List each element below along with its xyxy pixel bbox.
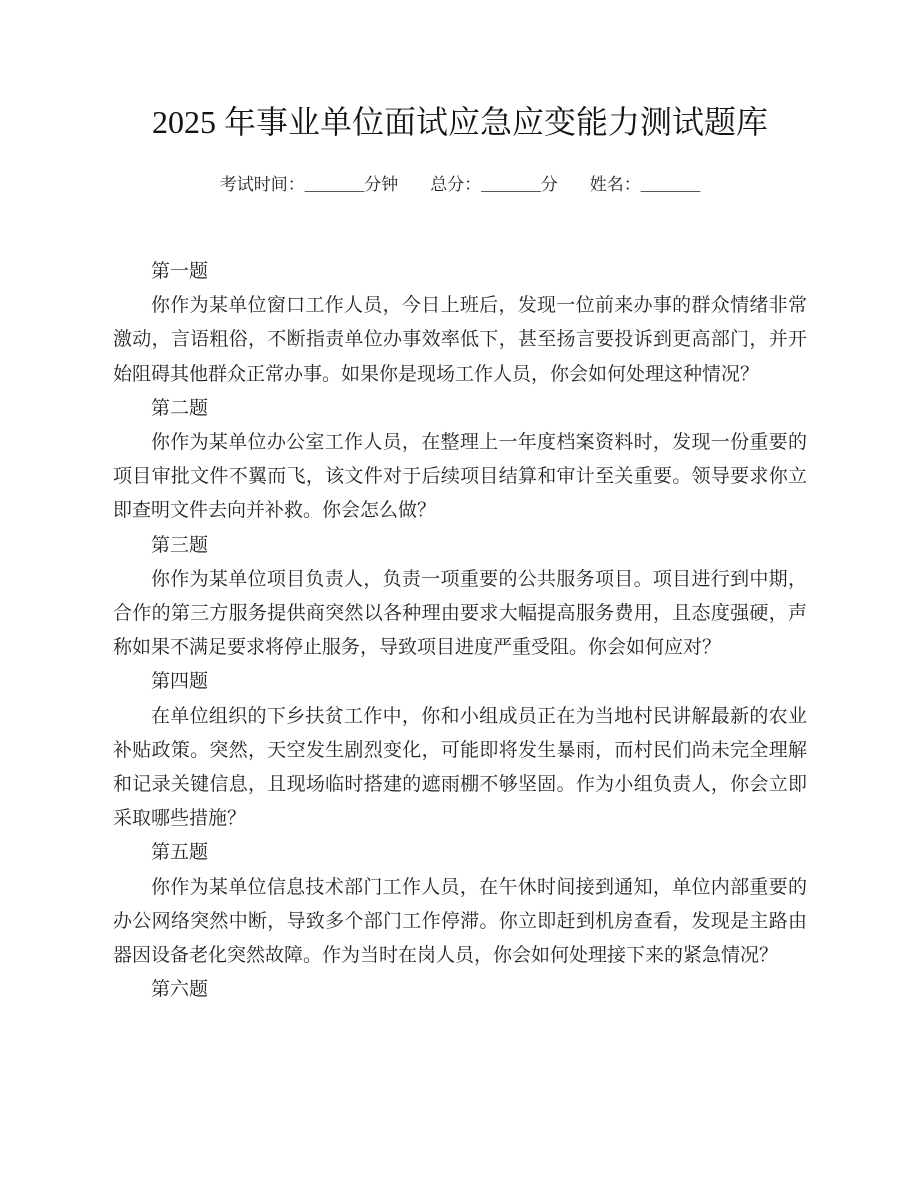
page-title: 2025 年事业单位面试应急应变能力测试题库 [151, 104, 768, 140]
question-4-heading: 第四题 [151, 671, 209, 693]
total-score-unit: 分 [540, 175, 558, 194]
question-5-heading: 第五题 [151, 842, 209, 864]
question-3-body: 你作为某单位项目负责人，负责一项重要的公共服务项目。项目进行到中期，合作的第三方服务提供商突然以各种理由要求大幅提高服务费用，且态度强硬，声称如果不满足要求将停止服务，导致项目进度严重受阻。你会如何应对？ [113, 568, 807, 659]
question-block-4 [113, 665, 807, 836]
question-2-heading: 第二题 [151, 397, 209, 419]
total-score-field [430, 170, 558, 195]
question-block-1 [113, 255, 807, 392]
question-block-6 [113, 973, 807, 1007]
question-block-2 [113, 392, 807, 529]
question-1-body: 你作为某单位窗口工作人员，今日上班后，发现一位前来办事的群众情绪非常激动，言语粗俗，不断指责单位办事效率低下，甚至扬言要投诉到更高部门，并开始阻碍其他群众正常办事。如果你是现场工作人员，你会如何处理这种情况？ [113, 295, 807, 385]
total-score-blank: _______ [481, 175, 541, 194]
exam-time-label: 考试时间： [219, 175, 305, 194]
exam-time-field [220, 170, 399, 195]
question-block-3 [113, 529, 807, 666]
name-label: 姓名： [589, 175, 641, 194]
total-score-label: 总分： [430, 175, 482, 194]
name-field [590, 170, 701, 195]
question-1-heading: 第一题 [151, 261, 209, 282]
question-6-heading: 第六题 [151, 979, 209, 1001]
question-list [113, 255, 807, 1007]
exam-info-line [113, 170, 807, 195]
question-block-5 [113, 836, 807, 973]
exam-time-unit: 分钟 [364, 175, 399, 194]
question-2-body: 你作为某单位办公室工作人员，在整理上一年度档案资料时，发现一份重要的项目审批文件不翼而飞，该文件对于后续项目结算和审计至关重要。领导要求你立即查明文件去向并补救。你会怎么做？ [113, 432, 807, 522]
name-blank: _______ [640, 175, 701, 194]
question-4-body: 在单位组织的下乡扶贫工作中，你和小组成员正在为当地村民讲解最新的农业补贴政策。突然，天空发生剧烈变化，可能即将发生暴雨，而村民们尚未完全理解和记录关键信息，且现场临时搭建的遮雨棚不够坚固。作为小组负责人，你会立即采取哪些措施？ [113, 705, 807, 830]
question-5-body: 你作为某单位信息技术部门工作人员，在午休时间接到通知，单位内部重要的办公网络突然中断，导致多个部门工作停滞。你立即赶到机房查看，发现是主路由器因设备老化突然故障。作为当时在岗人员，你会如何处理接下来的紧急情况？ [113, 876, 807, 967]
question-3-heading: 第三题 [151, 534, 209, 556]
exam-time-blank: _______ [304, 175, 365, 194]
